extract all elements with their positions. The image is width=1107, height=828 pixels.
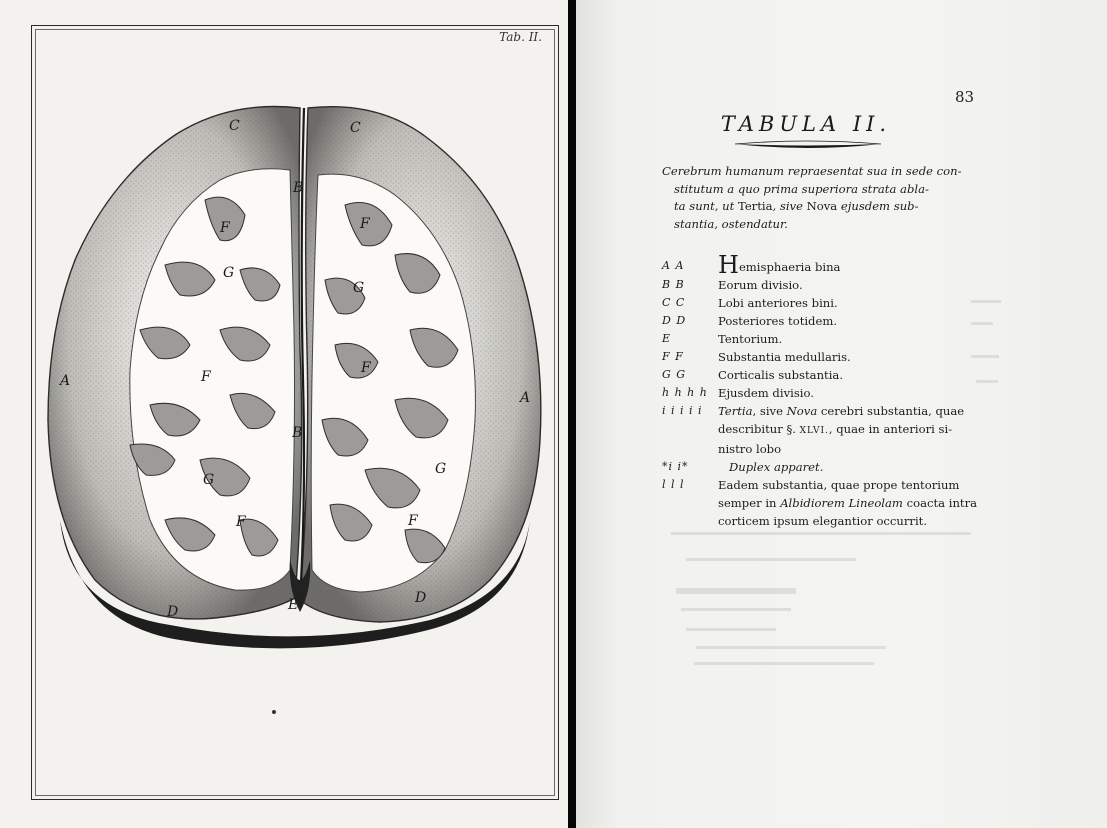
intro-line: Cerebrum humanum repraesentat sua in sede con- (662, 164, 962, 178)
intro-paragraph (662, 163, 974, 233)
intro-line: stitutum a quo prima superiora strata abla- (674, 181, 929, 196)
legend-key: F F (662, 350, 684, 363)
fig-letter: G (435, 461, 447, 477)
fig-letter: G (203, 472, 215, 488)
plate-title: TABULA II. (720, 112, 892, 136)
fig-letter: C (350, 120, 361, 136)
fig-letter: E (288, 597, 299, 613)
page-number: 83 (955, 88, 975, 106)
legend-row (662, 312, 982, 330)
legend-row (662, 294, 982, 312)
fig-letter: A (60, 373, 71, 389)
legend-key: l l l (662, 478, 685, 491)
fig-letter: D (167, 604, 179, 620)
legend-row (662, 402, 982, 458)
legend-desc: Substantia medullaris. (718, 350, 851, 364)
book-gutter (568, 0, 576, 828)
fig-letter: F (201, 369, 211, 385)
legend-desc: Eorum divisio. (718, 278, 803, 292)
legend-key: D D (662, 314, 687, 327)
plate-label: Tab. II. (499, 30, 542, 44)
legend-row (662, 330, 982, 348)
fig-letter: F (361, 360, 371, 376)
fig-letter: A (520, 390, 531, 406)
legend-desc: Posteriores totidem. (718, 314, 838, 328)
legend-desc: Lobi anteriores bini. (718, 296, 838, 310)
legend-key: B B (662, 278, 685, 291)
right-page-text (576, 0, 1107, 828)
legend-row (662, 458, 982, 476)
fig-letter: D (415, 590, 427, 606)
plate-dot (272, 710, 276, 714)
legend-row (662, 366, 982, 384)
fig-letter: G (353, 280, 365, 296)
fig-letter: C (229, 118, 240, 134)
legend-desc: Hemisphaeria bina (718, 251, 841, 279)
fig-letter: F (236, 514, 246, 530)
legend-key: *i i* (662, 460, 689, 473)
legend-key: h h h h (662, 386, 708, 399)
fig-letter: F (220, 220, 230, 236)
legend-key: A A (662, 259, 685, 272)
legend-key: E (662, 332, 672, 345)
legend-desc: Duplex apparet. (729, 460, 824, 474)
fig-letter: B (292, 425, 303, 441)
fig-letter: B (293, 180, 304, 196)
legend-key: G G (662, 368, 687, 381)
intro-line: stantia, ostendatur. (674, 216, 788, 231)
legend-row (662, 251, 982, 279)
legend-desc: Tertia, sive Nova cerebri substantia, quae describitur §. XLVI., quae in anteriori si- nistro lobo (718, 404, 965, 456)
intro-line: ta sunt, ut Tertia, sive Nova ejusdem sub- (674, 199, 919, 214)
fig-letter: F (408, 513, 418, 529)
legend-key: i i i i i (662, 404, 703, 417)
title-ornament (733, 138, 883, 150)
legend-row (662, 276, 982, 294)
legend-desc: Eadem substantia, quae prope tentorium semper in Albidiorem Lineolam coacta intra corticem ipsum elegantior occurrit. (718, 478, 978, 528)
legend-key: C C (662, 296, 686, 309)
legend-list (662, 251, 982, 530)
legend-desc: Tentorium. (718, 332, 783, 346)
fig-letter: F (360, 216, 370, 232)
legend-row (662, 476, 982, 530)
fig-letter: G (223, 265, 235, 281)
legend-row (662, 348, 982, 366)
legend-desc: Ejusdem divisio. (718, 386, 814, 400)
legend-row (662, 384, 982, 402)
legend-desc: Corticalis substantia. (718, 368, 844, 382)
